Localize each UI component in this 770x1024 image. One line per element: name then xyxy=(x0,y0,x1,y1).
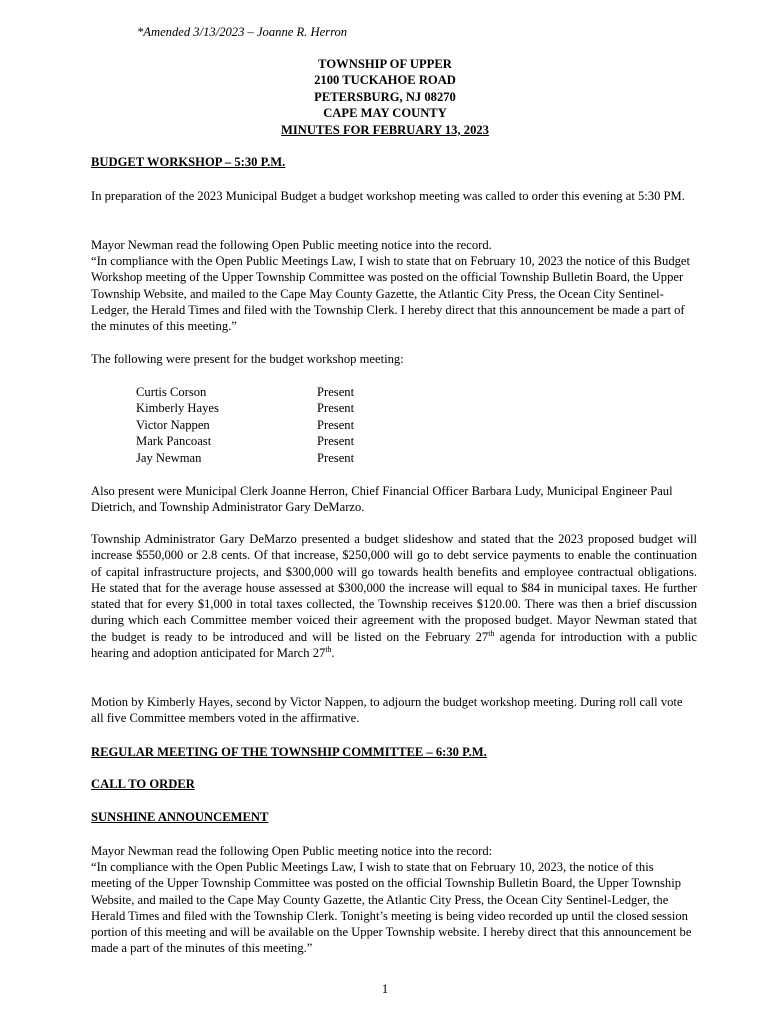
roster-status: Present xyxy=(317,417,355,432)
sunshine-announcement-heading: SUNSHINE ANNOUNCEMENT xyxy=(91,810,269,824)
roster-name: Curtis Corson xyxy=(136,385,207,399)
call-to-order-heading: CALL TO ORDER xyxy=(91,777,195,791)
roster-status: Present xyxy=(317,450,355,465)
roster-row xyxy=(136,417,354,433)
header-city: PETERSBURG, NJ 08270 xyxy=(314,89,456,104)
budget-workshop-heading: BUDGET WORKSHOP – 5:30 P.M. xyxy=(91,155,286,169)
budget-notice-lead: Mayor Newman read the following Open Public meeting notice into the record. xyxy=(91,238,492,252)
roster-row xyxy=(136,450,354,466)
page-number: 1 xyxy=(381,982,389,996)
regular-notice-lead: Mayor Newman read the following Open Public meeting notice into the record: xyxy=(91,844,493,858)
presentation-text: Township Administrator Gary DeMarzo presented a budget slideshow and stated that the 2023 proposed budget will increase $550,000 or 2.8 cents. Of that increase, $250,000 will go to debt service payments to enable the continuation of capital infrastructure projects, and $300,000 will go towards health benefits and employee contractual obligations. He stated that for the average house assessed at $300,000 the increase will equal to $84 in municipal taxes. He further stated that for every $1,000 in total taxes collected, the Township receives $120.00. There was then a brief discussion during which each Committee member voiced their agreement with the proposed budget. Mayor Newman stated that the budget is ready to be introduced and will be listed on the February 27 xyxy=(91,532,697,644)
adjourn-motion-paragraph: Motion by Kimberly Hayes, second by Victor Nappen, to adjourn the budget workshop meeting. During roll call vote all five Committee members voted in the affirmative. xyxy=(91,695,683,726)
amended-note: *Amended 3/13/2023 – Joanne R. Herron xyxy=(137,25,348,39)
presentation-text: agenda for introduction with a public hearing and adoption anticipated for March 27 xyxy=(91,629,697,661)
document-header xyxy=(0,56,770,138)
header-minutes-date: MINUTES FOR FEBRUARY 13, 2023 xyxy=(281,122,489,137)
header-address: 2100 TUCKAHOE ROAD xyxy=(314,73,456,88)
roster-status: Present xyxy=(317,401,355,416)
roster-status: Present xyxy=(317,385,355,399)
presentation-text: . xyxy=(331,646,335,661)
ordinal-suffix: th xyxy=(488,628,495,638)
also-present-paragraph: Also present were Municipal Clerk Joanne Herron, Chief Financial Officer Barbara Ludy, Municipal Engineer Paul Dietrich, and Township Administrator Gary DeMarzo. xyxy=(91,484,673,515)
attendance-roster xyxy=(136,384,354,466)
regular-notice-paragraph: “In compliance with the Open Public Meetings Law, I wish to state that on February 10, 2023, the notice of this meeting of the Upper Township Committee was posted on the official Township Bulletin Board, the Upper Township Website, and mailed to the Cape May County Gazette, the Atlantic City Press, the Ocean City Sentinel-Ledger, the Herald Times and filed with the Township Clerk. Tonight’s meeting is being video recorded up until the closed session portion of this meeting and will be available on the Upper Township website. I hereby direct that this announcement be made a part of the minutes of this meeting.” xyxy=(91,860,692,956)
budget-notice-paragraph: “In compliance with the Open Public Meetings Law, I wish to state that on February 10, 2023 the notice of this Budget Workshop meeting of the Upper Township Committee was posted on the official Township Bulletin Board, the Upper Township Website, and mailed to the Cape May County Gazette, the Atlantic City Press, the Ocean City Sentinel-Ledger, the Herald Times and filed with the Township Clerk. I hereby direct that this announcement be made a part of the minutes of this meeting.” xyxy=(91,254,691,334)
roster-status: Present xyxy=(317,434,355,449)
roster-name: Victor Nappen xyxy=(136,417,210,432)
regular-meeting-heading: REGULAR MEETING OF THE TOWNSHIP COMMITTEE – 6:30 P.M. xyxy=(91,745,487,759)
budget-presentation-paragraph xyxy=(91,531,697,661)
roster-name: Kimberly Hayes xyxy=(136,401,219,416)
roster-name: Mark Pancoast xyxy=(136,434,212,449)
roster-name: Jay Newman xyxy=(136,450,202,465)
present-lead: The following were present for the budget workshop meeting: xyxy=(91,352,404,366)
roster-row xyxy=(136,400,354,416)
roster-row xyxy=(136,384,354,400)
ordinal-suffix: th xyxy=(325,644,332,654)
roster-row xyxy=(136,433,354,449)
header-county: CAPE MAY COUNTY xyxy=(323,106,447,121)
header-township: TOWNSHIP OF UPPER xyxy=(318,57,452,71)
budget-intro-paragraph: In preparation of the 2023 Municipal Budget a budget workshop meeting was called to order this evening at 5:30 PM. xyxy=(91,189,685,203)
